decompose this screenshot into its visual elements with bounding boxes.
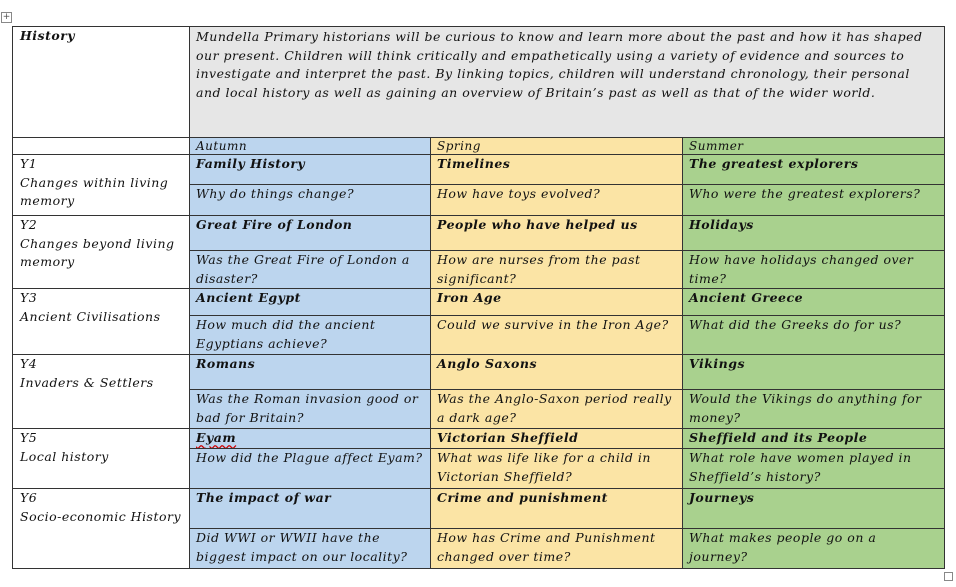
topic-title: Ancient Egypt xyxy=(196,290,301,305)
question-spring: How are nurses from the past significant? xyxy=(431,251,683,289)
question-autumn: Was the Great Fire of London a disaster? xyxy=(190,251,431,289)
year-label: Y5 Local history xyxy=(13,429,190,489)
year-label: Y3 Ancient Civilisations xyxy=(13,289,190,355)
topic-title: Timelines xyxy=(437,156,511,171)
topic-summer xyxy=(683,429,945,449)
season-corner-cell xyxy=(13,138,190,155)
topic-title: Sheffield and its People xyxy=(689,430,868,445)
year-label: Y6 Socio-economic History xyxy=(13,489,190,569)
table-resize-handle-icon[interactable] xyxy=(944,572,953,581)
topic-summer xyxy=(683,489,945,529)
topic-spring xyxy=(431,155,683,185)
question-summer: Would the Vikings do anything for money? xyxy=(683,390,945,429)
subject-title: History xyxy=(13,27,190,138)
topic-autumn xyxy=(190,355,431,390)
question-spring: What was life like for a child in Victorian Sheffield? xyxy=(431,449,683,489)
question-summer: Who were the greatest explorers? xyxy=(683,185,945,216)
year-topic-row xyxy=(13,216,945,251)
year-label: Y4 Invaders & Settlers xyxy=(13,355,190,429)
topic-title: Iron Age xyxy=(437,290,502,305)
year-label: Y1 Changes within living memory xyxy=(13,155,190,216)
season-autumn: Autumn xyxy=(190,138,431,155)
question-autumn: Did WWI or WWII have the biggest impact on our locality? xyxy=(190,529,431,569)
topic-autumn xyxy=(190,489,431,529)
year-topic-row xyxy=(13,155,945,185)
question-summer: What did the Greeks do for us? xyxy=(683,316,945,355)
topic-title: People who have helped us xyxy=(437,217,638,232)
topic-autumn xyxy=(190,216,431,251)
topic-autumn xyxy=(190,155,431,185)
question-summer: How have holidays changed over time? xyxy=(683,251,945,289)
topic-title: Great Fire of London xyxy=(196,217,353,232)
question-autumn: Why do things change? xyxy=(190,185,431,216)
year-label: Y2 Changes beyond living memory xyxy=(13,216,190,289)
table-move-handle-icon[interactable]: + xyxy=(2,12,11,22)
topic-title: The impact of war xyxy=(196,490,332,505)
topic-title: Family History xyxy=(196,156,306,171)
season-summer: Summer xyxy=(683,138,945,155)
topic-spring xyxy=(431,429,683,449)
topic-title: Victorian Sheffield xyxy=(437,430,579,445)
question-spring: How have toys evolved? xyxy=(431,185,683,216)
question-summer: What makes people go on a journey? xyxy=(683,529,945,569)
topic-title: Anglo Saxons xyxy=(437,356,538,371)
question-autumn: How much did the ancient Egyptians achieve? xyxy=(190,316,431,355)
question-summer: What role have women played in Sheffield’s history? xyxy=(683,449,945,489)
topic-title: The greatest explorers xyxy=(689,156,859,171)
topic-title: Romans xyxy=(196,356,256,371)
topic-title: Journeys xyxy=(689,490,755,505)
question-spring: Could we survive in the Iron Age? xyxy=(431,316,683,355)
intro-text: Mundella Primary historians will be curious to know and learn more about the past and how it has shaped our present. Children will think critically and empathetically using a variety of evidence and sources to investigate and interpret the past. By linking topics, children will understand chronology, their personal and local history as well as gaining an overview of Britain’s past as well as that of the wider world. xyxy=(190,27,945,138)
topic-spring xyxy=(431,489,683,529)
topic-summer xyxy=(683,355,945,390)
topic-spring xyxy=(431,355,683,390)
topic-title: Holidays xyxy=(689,217,754,232)
topic-title: Crime and punishment xyxy=(437,490,608,505)
season-header-row xyxy=(13,138,945,155)
season-spring: Spring xyxy=(431,138,683,155)
year-topic-row xyxy=(13,355,945,390)
question-spring: How has Crime and Punishment changed over time? xyxy=(431,529,683,569)
year-topic-row xyxy=(13,489,945,529)
topic-summer xyxy=(683,289,945,316)
topic-spring xyxy=(431,289,683,316)
topic-summer xyxy=(683,216,945,251)
topic-title: Vikings xyxy=(689,356,746,371)
history-curriculum-table xyxy=(12,26,945,569)
question-autumn: How did the Plague affect Eyam? xyxy=(190,449,431,489)
topic-spring xyxy=(431,216,683,251)
topic-summer xyxy=(683,155,945,185)
year-topic-row xyxy=(13,289,945,316)
topic-title: Ancient Greece xyxy=(689,290,804,305)
intro-row xyxy=(13,27,945,138)
question-autumn: Was the Roman invasion good or bad for Britain? xyxy=(190,390,431,429)
topic-autumn xyxy=(190,289,431,316)
year-topic-row xyxy=(13,429,945,449)
question-spring: Was the Anglo-Saxon period really a dark age? xyxy=(431,390,683,429)
topic-title: Eyam xyxy=(196,430,237,445)
topic-autumn xyxy=(190,429,431,449)
